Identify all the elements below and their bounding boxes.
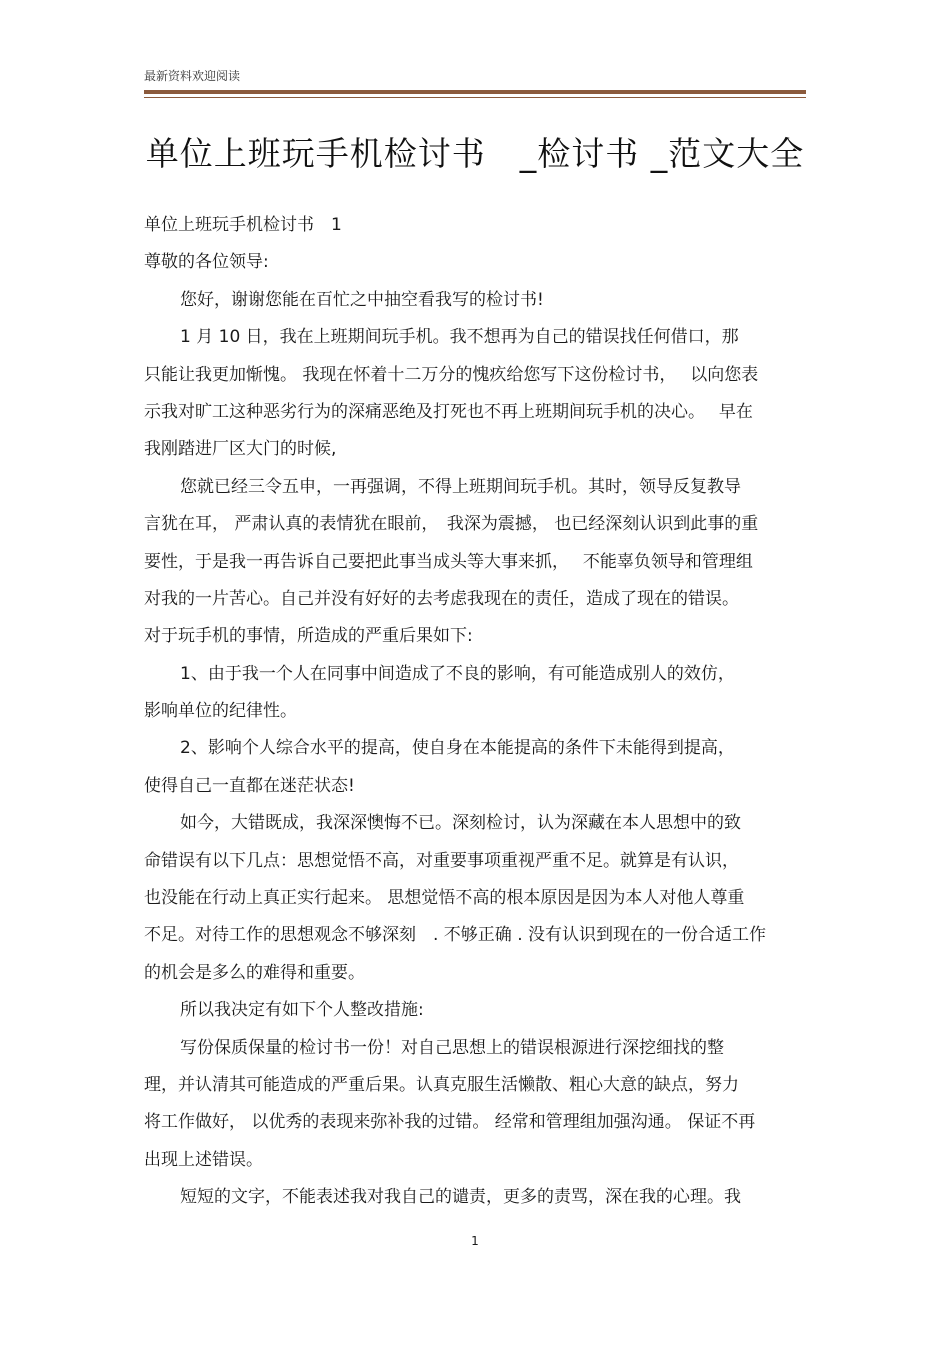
text-line: 也没能在行动上真正实行起来。 思想觉悟不高的根本原因是因为本人对他人尊重 (144, 888, 745, 909)
text-line: 您就已经三令五申，一再强调，不得上班期间玩手机。其时，领导反复教导 (180, 476, 741, 497)
text-line: 影响单位的纪律性。 (144, 701, 297, 722)
text-line: 单位上班玩手机检讨书 1 (144, 215, 342, 235)
text-line: 1、由于我一个人在同事中间造成了不良的影响，有可能造成别人的效仿， (180, 663, 735, 684)
text-line: 只能让我更加惭愧。 我现在怀着十二万分的愧疚给您写下这份检讨书， 以向您表 (144, 364, 759, 385)
header-rule-thick (144, 90, 806, 94)
text-line: 出现上述错误。 (144, 1149, 263, 1170)
text-line: 您好，谢谢您能在百忙之中抽空看我写的检讨书! (180, 289, 544, 310)
document-title: 单位上班玩手机检讨书 _检讨书 _范文大全 (145, 134, 805, 173)
text-line: 写份保质保量的检讨书一份！对自己思想上的错误根源进行深挖细找的整 (180, 1037, 724, 1058)
text-line: 短短的文字，不能表述我对我自己的谴责，更多的责骂，深在我的心理。我 (180, 1187, 741, 1208)
page-number: 1 (471, 1234, 479, 1248)
text-line: 的机会是多么的难得和重要。 (144, 962, 365, 983)
text-line: 对于玩手机的事情，所造成的严重后果如下: (144, 626, 473, 647)
text-line: 使得自己一直都在迷茫状态! (144, 775, 355, 796)
text-line: 不足。对待工作的思想观念不够深刻 . 不够正确 . 没有认识到现在的一份合适工作 (144, 925, 767, 946)
text-line: 如今，大错既成，我深深懊悔不已。深刻检讨，认为深藏在本人思想中的致 (180, 813, 741, 834)
text-line: 要性，于是我一再告诉自己要把此事当成头等大事来抓， 不能辜负领导和管理组 (144, 551, 753, 572)
text-line: 尊敬的各位领导: (144, 252, 269, 273)
header-rule-thin (144, 97, 806, 98)
running-header: 最新资料欢迎阅读 (144, 69, 241, 83)
text-line: 所以我决定有如下个人整改措施: (180, 1000, 424, 1021)
text-line: 言犹在耳， 严肃认真的表情犹在眼前， 我深为震撼， 也已经深刻认识到此事的重 (144, 514, 759, 535)
text-line: 1 月 10 日，我在上班期间玩手机。我不想再为自己的错误找任何借口，那 (180, 327, 739, 348)
text-line: 2、影响个人综合水平的提高，使自身在本能提高的条件下未能得到提高， (180, 738, 735, 759)
text-line: 命错误有以下几点：思想觉悟不高，对重要事项重视严重不足。就算是有认识， (144, 850, 739, 871)
text-line: 示我对旷工这种恶劣行为的深痛恶绝及打死也不再上班期间玩手机的决心。 早在 (144, 401, 753, 422)
text-line: 理，并认清其可能造成的严重后果。认真克服生活懒散、粗心大意的缺点，努力 (144, 1074, 739, 1095)
text-line: 我刚踏进厂区大门的时候, (144, 439, 337, 460)
document-body (144, 207, 806, 1217)
text-line: 对我的一片苦心。自己并没有好好的去考虑我现在的责任，造成了现在的错误。 (144, 588, 739, 609)
text-line: 将工作做好， 以优秀的表现来弥补我的过错。 经常和管理组加强沟通。 保证不再 (144, 1112, 756, 1133)
